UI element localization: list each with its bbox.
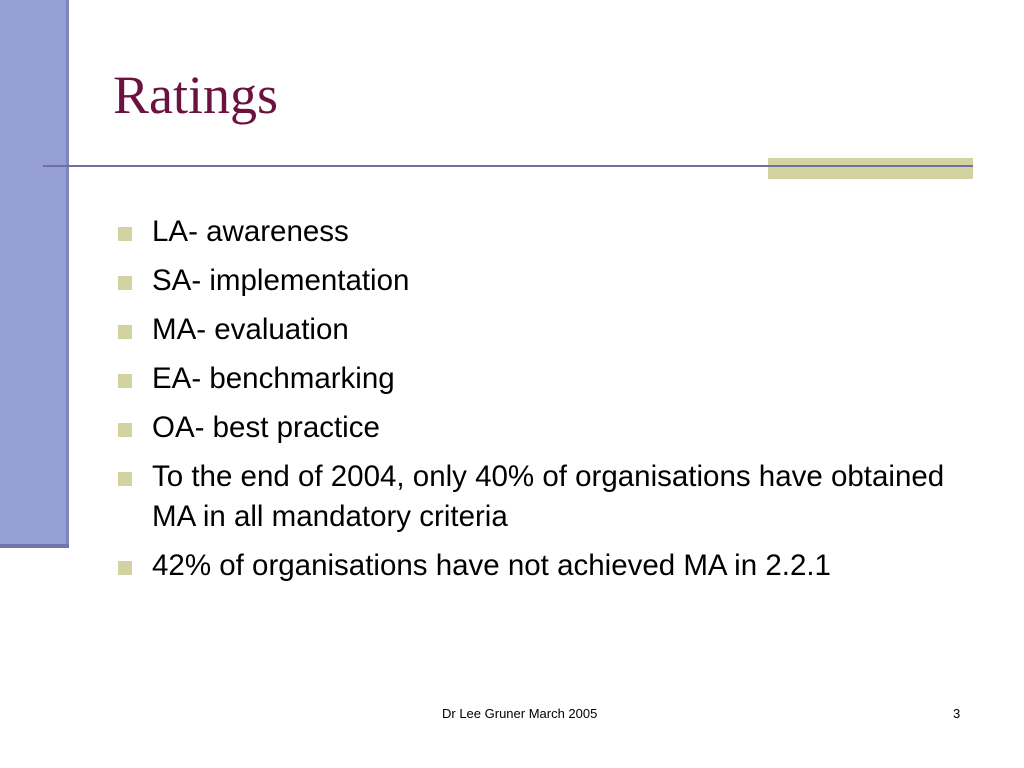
bullet-item — [115, 408, 975, 448]
square-bullet-icon — [118, 227, 132, 241]
bullet-text: OA- best practice — [152, 411, 380, 444]
square-bullet-icon — [118, 374, 132, 388]
bullet-item — [115, 546, 975, 586]
bullet-text: SA- implementation — [152, 264, 410, 297]
page-number: 3 — [953, 706, 961, 721]
side-bar-shadow — [0, 544, 69, 548]
bullet-item — [115, 261, 975, 301]
square-bullet-icon — [118, 276, 132, 290]
slide-title: Ratings — [113, 65, 279, 125]
bullet-text: MA- evaluation — [152, 313, 349, 346]
side-bar-decoration — [0, 0, 66, 546]
bullet-list — [115, 212, 975, 595]
bullet-text: LA- awareness — [152, 215, 349, 248]
footer-text: Dr Lee Gruner March 2005 — [442, 706, 598, 721]
square-bullet-icon — [118, 561, 132, 575]
square-bullet-icon — [118, 472, 132, 486]
bullet-item — [115, 310, 975, 350]
square-bullet-icon — [118, 423, 132, 437]
bullet-text: To the end of 2004, only 40% of organisations have obtained MA in all mandatory criteria — [152, 460, 945, 533]
side-bar-edge — [66, 0, 69, 548]
square-bullet-icon — [118, 325, 132, 339]
bullet-text: 42% of organisations have not achieved MA in 2.2.1 — [152, 549, 831, 582]
bullet-item — [115, 457, 975, 537]
bullet-item — [115, 212, 975, 252]
bullet-item — [115, 359, 975, 399]
accent-bar-decoration — [768, 158, 973, 179]
bullet-text: EA- benchmarking — [152, 362, 395, 395]
